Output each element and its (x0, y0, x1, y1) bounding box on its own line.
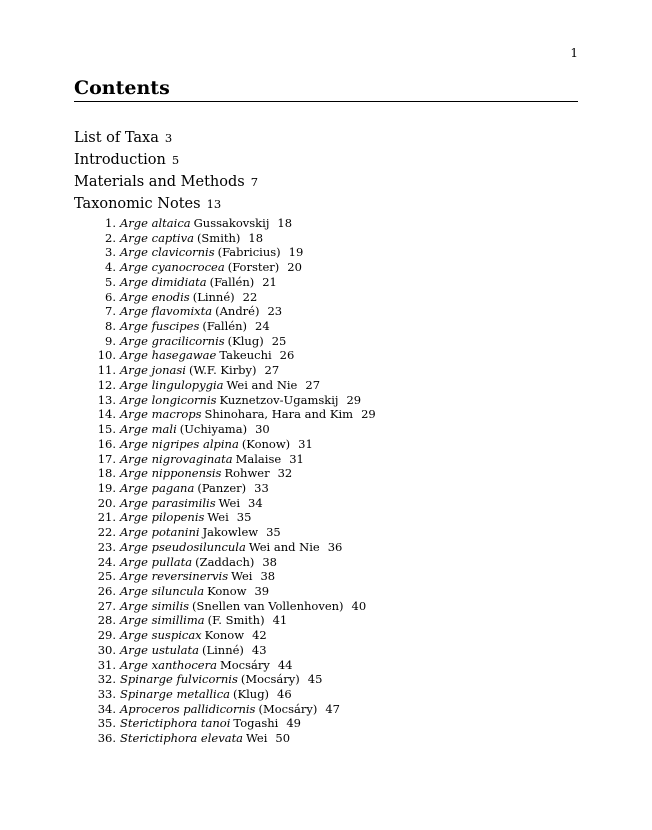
entry-page-number: 27 (305, 377, 321, 392)
entry-number: 34. (97, 701, 116, 716)
toc-taxon-entry[interactable] (74, 716, 578, 731)
taxon-author: Wei (218, 495, 240, 510)
toc-taxon-entry[interactable] (74, 245, 578, 260)
entry-page-number: 29 (361, 407, 376, 422)
entry-number: 15. (97, 422, 116, 437)
entry-number: 17. (97, 451, 116, 466)
toc-taxon-entry[interactable] (74, 672, 578, 687)
entry-page-number: 18 (248, 230, 264, 245)
toc-chapter-entry[interactable] (74, 127, 578, 149)
toc-taxon-entry[interactable] (74, 687, 578, 702)
entry-page-number: 38 (260, 569, 276, 584)
taxon-author: Mocsáry (219, 657, 270, 672)
taxon-name: Arge fuscipes (120, 319, 200, 334)
toc-taxon-entry[interactable] (74, 702, 578, 717)
entry-number: 2. (105, 230, 116, 245)
taxon-author: (Fallén) (202, 319, 247, 334)
toc-taxon-entry[interactable] (74, 466, 578, 481)
taxon-author: Togashi (233, 716, 279, 731)
toc-taxon-entry[interactable] (74, 378, 578, 393)
entry-number: 10. (97, 348, 116, 363)
toc-taxon-entry[interactable] (74, 481, 578, 496)
entry-page-number: 35 (236, 510, 252, 525)
taxon-name: Spinarge metallica (120, 687, 231, 701)
taxon-name: Arge reversinervis (120, 569, 229, 584)
entry-page-number: 21 (262, 274, 277, 289)
toc-taxon-entry[interactable] (74, 437, 578, 452)
entry-page-number: 35 (266, 525, 281, 540)
toc-taxon-entry[interactable] (74, 290, 578, 305)
taxon-name: Arge cyanocrocea (120, 260, 225, 275)
taxon-name: Arge pagana (120, 480, 195, 495)
entry-page-number: 20 (287, 260, 302, 275)
page-title: Contents (74, 77, 170, 99)
entry-page-number: 50 (275, 731, 291, 746)
taxon-name: Arge dimidiata (120, 274, 207, 289)
entry-page-number: 42 (252, 628, 267, 643)
taxon-name: Arge potanini (120, 525, 200, 540)
toc-taxon-entry[interactable] (74, 643, 578, 658)
page-number: 1 (570, 46, 578, 60)
toc-taxon-entry[interactable] (74, 348, 578, 363)
entry-number: 8. (105, 319, 116, 334)
toc-taxon-entry[interactable] (74, 496, 578, 511)
taxon-author: Wei (246, 731, 268, 746)
entry-page-number: 32 (277, 466, 293, 481)
entry-page-number: 24 (255, 319, 270, 334)
toc-taxon-entry[interactable] (74, 275, 578, 290)
entry-page-number: 31 (298, 436, 313, 451)
toc-taxon-entry[interactable] (74, 555, 578, 570)
toc-chapter-entry[interactable] (74, 149, 578, 171)
entry-page-number: 41 (272, 613, 288, 628)
entry-number: 6. (105, 289, 116, 304)
taxon-name: Arge nipponensis (120, 466, 222, 481)
taxon-author: (W.F. Kirby) (188, 363, 257, 378)
entry-number: 16. (97, 436, 116, 451)
toc-taxon-entry[interactable] (74, 569, 578, 584)
taxon-name: Sterictiphora elevata (120, 731, 244, 746)
taxon-author: (Fallén) (209, 274, 255, 289)
taxon-name: Arge siluncula (120, 583, 205, 598)
toc-taxon-entry[interactable] (74, 658, 578, 673)
entry-number: 9. (105, 333, 116, 348)
entry-page-number: 38 (262, 554, 277, 569)
entry-page-number: 40 (351, 598, 367, 613)
entry-number: 12. (97, 377, 116, 392)
taxon-author: Wei (231, 569, 253, 584)
entry-number: 11. (97, 363, 116, 378)
taxon-name: Arge mali (120, 422, 177, 437)
entry-number: 20. (97, 495, 116, 510)
taxon-name: Spinarge fulvicornis (120, 672, 238, 687)
entry-page-number: 43 (251, 642, 267, 657)
taxon-name: Arge altaica (120, 216, 191, 230)
chapter-page-number: 3 (164, 131, 173, 145)
toc-taxon-entry[interactable] (74, 525, 578, 540)
entry-number: 29. (97, 628, 116, 643)
entry-number: 21. (97, 510, 116, 525)
chapter-label: Taxonomic Notes (74, 196, 201, 212)
chapter-label: Introduction (74, 152, 166, 168)
entry-page-number: 34 (248, 495, 263, 510)
taxon-name: Arge hasegawae (120, 348, 217, 363)
taxon-author: Wei (207, 510, 229, 525)
toc-taxon-entry[interactable] (74, 304, 578, 319)
taxon-author: (Forster) (227, 260, 280, 275)
entry-page-number: 44 (277, 657, 293, 672)
toc-taxon-entry[interactable] (74, 216, 578, 231)
entry-page-number: 47 (325, 701, 340, 716)
entry-number: 1. (105, 216, 116, 230)
taxon-name: Arge gracilicornis (120, 333, 225, 348)
entry-number: 14. (97, 407, 116, 422)
entry-number: 19. (97, 480, 116, 495)
toc-taxon-entry[interactable] (74, 334, 578, 349)
taxon-author: (Smith) (196, 230, 241, 245)
entry-number: 36. (97, 731, 116, 746)
taxon-name: Arge suspicax (120, 628, 202, 643)
entry-number: 33. (97, 687, 116, 701)
taxon-name: Arge pseudosiluncula (120, 539, 246, 554)
entry-number: 28. (97, 613, 116, 628)
toc-taxon-entry[interactable] (74, 422, 578, 437)
entry-number: 35. (97, 716, 116, 731)
entry-page-number: 46 (277, 687, 292, 701)
taxon-author: (Fabricius) (217, 245, 281, 260)
toc-taxon-entry[interactable] (74, 510, 578, 525)
taxon-name: Arge nigripes alpina (120, 436, 239, 451)
entry-page-number: 27 (264, 363, 280, 378)
entry-number: 18. (97, 466, 116, 481)
taxon-name: Arge jonasi (120, 363, 186, 378)
entry-page-number: 33 (254, 480, 269, 495)
taxon-author: (Panzer) (197, 480, 247, 495)
taxon-author: Shinohara, Hara and Kim (204, 407, 354, 422)
taxon-author: (Mocsáry) (258, 701, 318, 716)
entry-page-number: 26 (279, 348, 295, 363)
entry-page-number: 29 (346, 392, 362, 407)
toc-taxon-entry[interactable] (74, 613, 578, 628)
entry-number: 26. (97, 583, 116, 598)
taxon-author: (Linné) (192, 289, 235, 304)
taxon-author: (Mocsáry) (240, 672, 300, 687)
title-rule (74, 101, 578, 102)
entry-number: 3. (105, 245, 116, 260)
taxon-name: Arge captiva (120, 230, 194, 245)
entry-number: 31. (97, 657, 116, 672)
taxon-author: Kuznetzov-Ugamskij (219, 392, 339, 407)
entry-number: 24. (97, 554, 116, 569)
entry-page-number: 18 (277, 216, 293, 230)
entry-number: 4. (105, 260, 116, 275)
chapter-page-number: 7 (250, 175, 259, 189)
toc-taxon-entry[interactable] (74, 363, 578, 378)
taxon-name: Arge pullata (120, 554, 193, 569)
taxon-author: Wei and Nie (248, 539, 320, 554)
taxon-author: (Linné) (201, 642, 244, 657)
entry-page-number: 30 (255, 422, 270, 437)
taxon-author: (Konow) (241, 436, 291, 451)
chapter-page-number: 5 (171, 153, 180, 167)
toc-taxon-entry[interactable] (74, 731, 578, 746)
taxon-name: Arge ustulata (120, 642, 199, 657)
taxon-name: Arge enodis (120, 289, 190, 304)
taxon-author: Konow (204, 628, 245, 643)
toc-chapter-entry[interactable] (74, 171, 578, 193)
taxon-author: Konow (207, 583, 247, 598)
taxon-name: Arge similis (120, 598, 190, 613)
toc-taxon-entry[interactable] (74, 319, 578, 334)
chapter-page-number: 13 (206, 197, 222, 211)
entry-page-number: 39 (254, 583, 270, 598)
entry-page-number: 49 (286, 716, 301, 731)
taxon-name: Sterictiphora tanoi (120, 716, 231, 731)
entry-number: 22. (97, 525, 116, 540)
entry-page-number: 45 (307, 672, 323, 687)
toc-taxon-entry[interactable] (74, 393, 578, 408)
chapter-list (74, 127, 578, 215)
toc-taxon-entry[interactable] (74, 260, 578, 275)
toc-chapter-entry[interactable] (74, 193, 578, 215)
taxon-author: Wei and Nie (226, 377, 298, 392)
taxon-name: Arge simillima (120, 613, 205, 628)
entry-page-number: 22 (242, 289, 258, 304)
taxon-name: Arge pilopenis (120, 510, 205, 525)
taxon-author: (F. Smith) (207, 613, 265, 628)
taxon-name: Arge lingulopygia (120, 377, 224, 392)
entry-page-number: 31 (289, 451, 304, 466)
taxon-name: Arge parasimilis (120, 495, 216, 510)
taxon-entry-list (74, 216, 578, 746)
entry-number: 27. (97, 598, 116, 613)
entry-page-number: 23 (267, 304, 283, 319)
entry-page-number: 19 (288, 245, 304, 260)
entry-number: 7. (105, 304, 116, 319)
taxon-author: (Klug) (233, 687, 270, 701)
toc-taxon-entry[interactable] (74, 540, 578, 555)
taxon-author: Malaise (235, 451, 282, 466)
entry-number: 30. (97, 642, 116, 657)
taxon-author: Gussakovskij (193, 216, 270, 230)
entry-page-number: 25 (271, 333, 287, 348)
chapter-label: List of Taxa (74, 130, 159, 146)
taxon-author: Jakowlew (202, 525, 259, 540)
toc-taxon-entry[interactable] (74, 452, 578, 467)
taxon-name: Arge flavomixta (120, 304, 213, 319)
taxon-name: Arge nigrovaginata (120, 451, 233, 466)
taxon-name: Arge clavicornis (120, 245, 215, 260)
entry-number: 5. (105, 274, 116, 289)
toc-taxon-entry[interactable] (74, 628, 578, 643)
entry-page-number: 36 (327, 539, 343, 554)
taxon-author: Takeuchi (219, 348, 272, 363)
toc-taxon-entry[interactable] (74, 231, 578, 246)
toc-taxon-entry[interactable] (74, 599, 578, 614)
entry-number: 25. (97, 569, 116, 584)
taxon-author: Rohwer (224, 466, 270, 481)
chapter-label: Materials and Methods (74, 174, 245, 190)
taxon-name: Aproceros pallidicornis (120, 701, 256, 716)
taxon-author: (Snellen van Vollenhoven) (192, 598, 344, 613)
taxon-name: Arge longicornis (120, 392, 217, 407)
toc-taxon-entry[interactable] (74, 584, 578, 599)
taxon-author: (Zaddach) (195, 554, 255, 569)
taxon-author: (André) (215, 304, 260, 319)
toc-taxon-entry[interactable] (74, 407, 578, 422)
entry-number: 13. (97, 392, 116, 407)
taxon-name: Arge macrops (120, 407, 202, 422)
entry-number: 32. (97, 672, 116, 687)
taxon-name: Arge xanthocera (120, 657, 217, 672)
taxon-author: (Uchiyama) (179, 422, 248, 437)
entry-number: 23. (97, 539, 116, 554)
taxon-author: (Klug) (227, 333, 264, 348)
